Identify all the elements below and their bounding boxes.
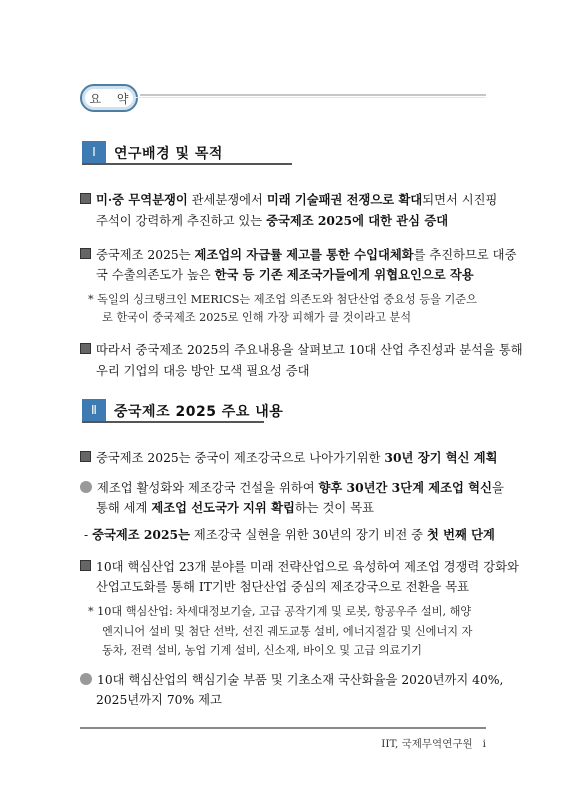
section-underline-1 [82, 163, 292, 165]
page-number: i [482, 738, 486, 750]
square-bullet-icon [80, 193, 91, 204]
paragraph-2-line-2: 국 수출의존도가 높은 한국 등 기존 제조국가들에게 위협요인으로 작용 [96, 267, 474, 282]
paragraph-8-line-1: 10대 핵심산업의 핵심기술 부품 및 기초소재 국산화율을 2020년까지 40%, [80, 669, 503, 691]
paragraph-1-line-2: 주석이 강력하게 추진하고 있는 중국제조 2025에 대한 관심 증대 [96, 213, 449, 228]
square-bullet-icon [80, 248, 91, 259]
paragraph-6: - 중국제조 2025는 제조강국 실현을 위한 30년의 장기 비전 중 첫 번째 단계 [84, 527, 495, 542]
paragraph-5-line-2: 통해 세계 제조업 선도국가 지위 확립하는 것이 목표 [96, 500, 374, 515]
footnote-1-line-2: 로 한국이 중국제조 2025로 인해 가장 피해가 클 것이라고 분석 [102, 311, 412, 324]
header-rule-shadow [134, 97, 486, 98]
section-underline-2 [82, 421, 264, 423]
paragraph-2-line-1: 중국제조 2025는 제조업의 자급률 제고를 통한 수입대체화를 추진하므로 대중 [80, 244, 516, 266]
square-bullet-icon [80, 343, 91, 354]
section-title-2: 중국제조 2025 주요 내용 [114, 404, 284, 420]
footnote-1-line-1: * 독일의 싱크탱크인 MERICS는 제조업 의존도와 첨단산업 중요성 등을 기준으 [88, 293, 477, 306]
section-header-1 [82, 141, 292, 163]
page-footer [340, 736, 486, 751]
footnote-2-line-2: 엔지니어 설비 및 첨단 선박, 선진 궤도교통 설비, 에너지절감 및 신에너지 자 [102, 625, 473, 638]
square-bullet-icon [80, 451, 91, 462]
paragraph-8-line-2: 2025년까지 70% 제고 [96, 693, 222, 707]
square-bullet-icon [80, 560, 91, 571]
summary-pill [80, 84, 138, 112]
paragraph-7-line-1: 10대 핵심산업 23개 분야를 미래 전략산업으로 육성하여 제조업 경쟁력 강화와 [80, 556, 519, 578]
footer-rule [80, 727, 486, 729]
footer-org: IIT, 국제무역연구원 [381, 738, 473, 750]
paragraph-7-line-2: 산업고도화를 통해 IT기반 첨단산업 중심의 제조강국으로 전환을 목표 [96, 580, 470, 594]
summary-label: 요 약 [89, 92, 135, 106]
paragraph-4: 중국제조 2025는 중국이 제조강국으로 나아가기위한 30년 장기 혁신 계획 [80, 447, 498, 469]
paragraph-1-line-1: 미·중 무역분쟁이 관세분쟁에서 미래 기술패권 전쟁으로 확대되면서 시진핑 [80, 189, 497, 211]
header-rule [140, 94, 486, 96]
footnote-2-line-1: * 10대 핵심산업: 차세대정보기술, 고급 공작기계 및 로봇, 항공우주 설비, 해양 [88, 605, 472, 618]
circle-bullet-icon [80, 673, 92, 685]
paragraph-3-line-1: 따라서 중국제조 2025의 주요내용을 살펴보고 10대 산업 추진성과 분석을 통해 [80, 339, 523, 361]
section-number-2: Ⅱ [82, 399, 106, 421]
section-title-1: 연구배경 및 목적 [114, 146, 223, 162]
section-header-2 [82, 399, 284, 421]
section-number-1: Ⅰ [82, 141, 106, 163]
paragraph-5-line-1: 제조업 활성화와 제조강국 건설을 위하여 향후 30년간 3단계 제조업 혁신을 [80, 477, 504, 499]
circle-bullet-icon [80, 481, 92, 493]
footnote-2-line-3: 동차, 전력 설비, 농업 기계 설비, 신소재, 바이오 및 고급 의료기기 [102, 644, 422, 657]
paragraph-3-line-2: 우리 기업의 대응 방안 모색 필요성 증대 [96, 364, 310, 378]
